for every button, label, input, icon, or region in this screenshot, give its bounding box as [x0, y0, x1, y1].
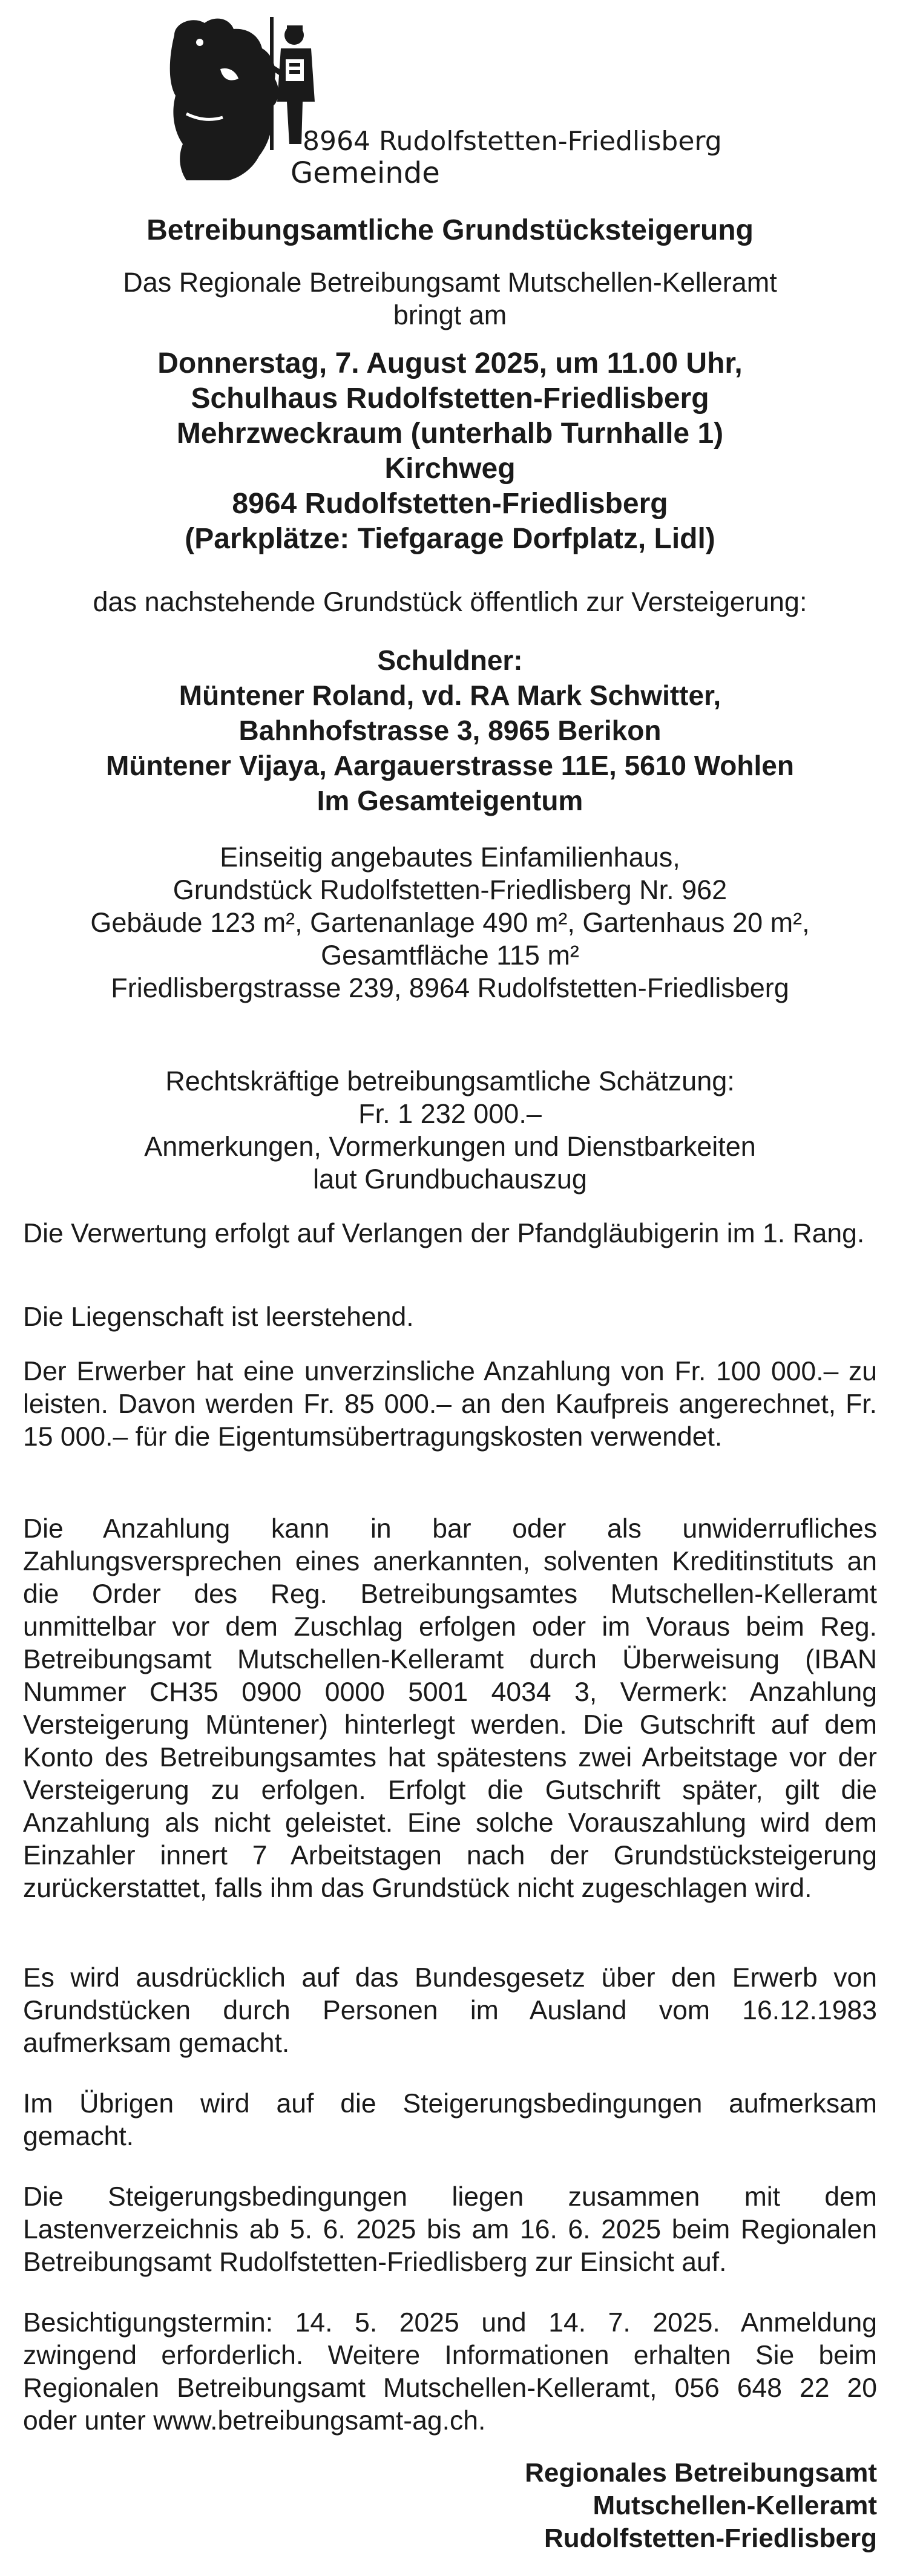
property-line: Friedlisbergstrasse 239, 8964 Rudolfstetten-Friedlisberg	[111, 972, 789, 1003]
offer-line-block	[23, 586, 877, 618]
body-paragraph: Die Anzahlung kann in bar oder als unwiderrufliches Zahlungsversprechen eines anerkannten, solventen Kreditinstituts an die Order des Reg. Betreibungsamtes Mutschellen-Kelleramt unmittelbar vor dem Zuschlag erfolgen oder im Voraus beim Reg. Betreibungsamt Mutschellen-Kelleramt durch Überweisung (IBAN Nummer CH35 0900 0000 5001 4034 3, Vermerk: Anzahlung Versteigerung Müntener) hinterlegt werden. Die Gutschrift auf dem Konto des Betreibungsamtes hat spätestens zwei Arbeitstage vor der Versteigerung zu erfolgen. Erfolgt die Gutschrift später, gilt die Anzahlung als nicht geleistet. Eine solche Vorauszahlung wird dem Einzahler innert 7 Arbeitstagen nach der Grundstücksteigerung zurückerstattet, falls ihm das Grundstück nicht zugeschlagen wird.	[23, 1514, 877, 1903]
body-paragraph: Es wird ausdrücklich auf das Bundesgesetz über den Erwerb von Grundstücken durch Personen im Ausland vom 16.12.1983 aufmerksam gemacht.	[23, 1963, 877, 2058]
valuation-line: laut Grundbuchauszug	[313, 1164, 587, 1195]
property-block	[23, 841, 877, 1005]
municipality-logo	[162, 11, 743, 192]
debtor-line: Müntener Roland, vd. RA Mark Schwitter,	[179, 680, 721, 711]
debtor-heading: Schuldner:	[377, 644, 523, 676]
property-line: Gebäude 123 m², Gartenanlage 490 m², Gartenhaus 20 m²,	[90, 907, 810, 938]
body-paragraph: Die Verwertung erfolgt auf Verlangen der Pfandgläubigerin im 1. Rang.	[23, 1219, 865, 1248]
valuation-amount: Fr. 1 232 000.–	[358, 1098, 542, 1129]
intro-line: Das Regionale Betreibungsamt Mutschellen-Kelleramt	[123, 267, 777, 298]
event-parking-line: (Parkplätze: Tiefgarage Dorfplatz, Lidl)	[185, 523, 715, 555]
debtor-line: Müntener Vijaya, Aargauerstrasse 11E, 5610 Wohlen	[106, 750, 794, 781]
valuation-line: Anmerkungen, Vormerkungen und Dienstbarkeiten	[144, 1131, 756, 1162]
intro-line: bringt am	[393, 300, 507, 330]
body-paragraph: Der Erwerber hat eine unverzinsliche Anzahlung von Fr. 100 000.– zu leisten. Davon werden Fr. 85 000.– an den Kaufpreis angerechnet, Fr. 15 000.– für die Eigentumsübertragungskosten verwendet.	[23, 1357, 877, 1452]
signature-line: Mutschellen-Kelleramt	[593, 2491, 877, 2520]
body-paragraph: Die Liegenschaft ist leerstehend.	[23, 1302, 414, 1332]
debtor-line: Im Gesamteigentum	[317, 785, 583, 816]
debtor-line: Bahnhofstrasse 3, 8965 Berikon	[238, 715, 662, 746]
logo-municipality-name: 8964 Rudolfstetten-Friedlisberg	[303, 126, 722, 157]
intro-block	[23, 266, 877, 332]
logo-gemeinde-label: Gemeinde	[291, 156, 440, 190]
valuation-line: Rechtskräftige betreibungsamtliche Schätzung:	[165, 1066, 735, 1096]
property-line: Grundstück Rudolfstetten-Friedlisberg Nr. 962	[172, 874, 728, 905]
event-town-line: 8964 Rudolfstetten-Friedlisberg	[232, 488, 668, 520]
signature-line: Rudolfstetten-Friedlisberg	[544, 2523, 877, 2553]
property-line: Gesamtfläche 115 m²	[321, 940, 579, 971]
signature-line: Regionales Betreibungsamt	[525, 2458, 877, 2488]
debtor-block	[23, 643, 877, 818]
body-paragraph: Besichtigungstermin: 14. 5. 2025 und 14. 7. 2025. Anmeldung zwingend erforderlich. Weitere Informationen erhalten Sie beim Regionalen Betreibungsamt Mutschellen-Kelleramt, 056 648 22 20 oder unter www.betreibungsamt-ag.ch.	[23, 2308, 877, 2436]
auction-event-block	[23, 346, 877, 557]
body-paragraph: Die Steigerungsbedingungen liegen zusammen mit dem Lastenverzeichnis ab 5. 6. 2025 bis am 16. 6. 2025 beim Regionalen Betreibungsamt Rudolfstetten-Friedlisberg zur Einsicht auf.	[23, 2182, 877, 2277]
signature-block	[525, 2457, 877, 2555]
event-date-line: Donnerstag, 7. August 2025, um 11.00 Uhr,	[157, 347, 743, 379]
body-paragraph: Im Übrigen wird auf die Steigerungsbedingungen aufmerksam gemacht.	[23, 2089, 877, 2151]
valuation-block	[23, 1065, 877, 1196]
event-venue-line: Schulhaus Rudolfstetten-Friedlisberg	[191, 382, 709, 415]
event-room-line: Mehrzweckraum (unterhalb Turnhalle 1)	[176, 418, 724, 450]
event-street-line: Kirchweg	[384, 453, 516, 485]
notice-title: Betreibungsamtliche Grundstücksteigerung	[146, 214, 754, 246]
property-line: Einseitig angebautes Einfamilienhaus,	[220, 842, 680, 873]
offer-line: das nachstehende Grundstück öffentlich zur Versteigerung:	[93, 586, 807, 617]
